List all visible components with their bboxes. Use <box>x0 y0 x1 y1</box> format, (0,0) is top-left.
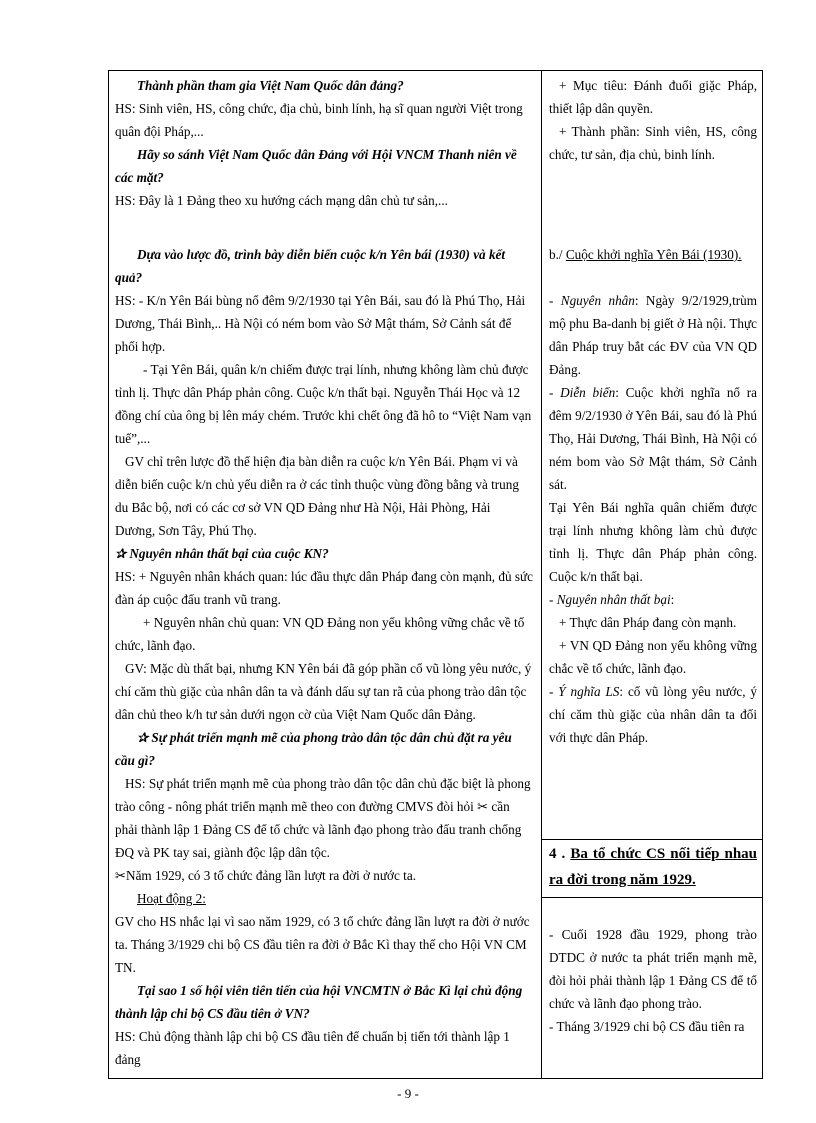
section-rule-bottom <box>541 897 763 898</box>
star-icon: ✰ <box>115 546 130 561</box>
section-rule-top <box>541 839 763 840</box>
answer-members: HS: Sinh viên, HS, công chức, địa chủ, binh lính, hạ sĩ quan người Việt trong quân đội Pháp,... <box>115 101 523 139</box>
right-block-3 <box>542 923 763 1038</box>
goal-text: + Mục tiêu: Đánh đuổi giặc Pháp, thiết lập dân quyền. <box>549 78 757 116</box>
answer-failure-subjective: + Nguyên nhân chủ quan: VN QD Đảng non yếu không vững chắc về tổ chức, lãnh đạo. <box>115 615 525 653</box>
right-block-1 <box>542 74 763 166</box>
teacher-note-significance: GV: Mặc dù thất bại, nhưng KN Yên bái đã góp phần cổ vũ lòng yêu nước, ý chí căm thù giặc của nhân dân ta và đánh dấu sự tan rã của phong trào dân tộc dân chủ theo k/h tư sản dưới ngọn cờ của Việt Nam Quốc dân Đảng. <box>115 661 532 722</box>
answer-first-cell: HS: Chủ động thành lập chi bộ CS đầu tiên để chuẩn bị tiến tới thành lập 1 đảng <box>115 1029 510 1067</box>
star-icon: ✰ <box>137 730 152 745</box>
section-4-text-1: - Cuối 1928 đầu 1929, phong trào DTDC ở nước ta phát triển mạnh mẽ, đòi hỏi phải thành lập 1 Đảng CS để tổ chức và lãnh đạo phong trào. <box>549 927 757 1011</box>
teacher-note-map: GV chỉ trên lược đồ thể hiện địa bàn diễn ra cuộc k/n Yên Bái. Phạm vi và diễn biến cuộc k/n chủ yếu diễn ra ở các tỉnh thuộc vùng đồng bằng và trung du Bắc bộ, nơi có các cơ sở VN QD Đảng như Hà Nội, Hải Phòng, Hải Dương, Sơn Tây, Phú Thọ. <box>115 454 519 538</box>
answer-development-2: ✂Năm 1929, có 3 tổ chức đảng lần lượt ra đời ở nước ta. <box>115 868 416 883</box>
answer-development: HS: Sự phát triển mạnh mẽ của phong trào dân tộc dân chủ đặc biệt là phong trào công - nông phát triển mạnh mẽ theo con đường CMVS đòi hỏi ✂ cần phải thành lập 1 Đảng CS để tổ chức và lãnh đạo phong trào đấu tranh chống ĐQ và PK tay sai, giành độc lập dân tộc. <box>115 776 531 860</box>
answer-failure-objective: HS: + Nguyên nhân khách quan: lúc đầu thực dân Pháp đang còn mạnh, đủ sức đàn áp cuộc đấu tranh vũ trang. <box>115 569 534 607</box>
teacher-note-parties: GV cho HS nhắc lại vì sao năm 1929, có 3 tổ chức đảng lần lượt ra đời ở nước ta. Tháng 3/1929 chi bộ CS đầu tiên ra đời ở Bắc Kì thay thế cho Hội VN CM TN. <box>115 914 530 975</box>
cause-text: - Nguyên nhân: Ngày 9/2/1929,trùm mộ phu Ba-danh bị giết ở Hà nội. Thực dân Pháp truy bắt các ĐV của VN QD Đảng. <box>549 293 757 377</box>
section-4-heading: 4 . Ba tổ chức CS nối tiếp nhau ra đời trong năm 1929. <box>549 846 757 888</box>
section-b-heading: b./ Cuộc khởi nghĩa Yên Bái (1930). <box>549 247 742 262</box>
question-first-cell: Tại sao 1 số hội viên tiên tiến của hội VNCMTN ở Bắc Kì lại chủ động thành lập chi bộ CS đầu tiên ở VN? <box>115 983 523 1021</box>
failure-cause-1: + Thực dân Pháp đang còn mạnh. <box>559 615 737 630</box>
question-development: ✰ Sự phát triển mạnh mẽ của phong trào dân tộc dân chủ đặt ra yêu cầu gì? <box>115 730 512 768</box>
significance-text: - Ý nghĩa LS: cổ vũ lòng yêu nước, ý chí căm thù giặc của nhân dân ta đối với thực dân Pháp. <box>549 684 757 745</box>
right-block-2 <box>542 243 763 749</box>
left-block-2 <box>109 243 541 1071</box>
progress-text: - Diễn biến: Cuộc khởi nghĩa nổ ra đêm 9/2/1930 ở Yên Bái, sau đó là Phú Thọ, Hải Dương, Thái Bình, Hà Nội có ném bom vào Sở Mật thám, Sở Cảnh sát. <box>549 385 757 492</box>
activity-heading: Hoạt động 2: <box>137 891 206 906</box>
question-yen-bai: Dựa vào lược đồ, trình bày diễn biến cuộc k/n Yên bái (1930) và kết quả? <box>115 247 506 285</box>
answer-yen-bai-1: HS: - K/n Yên Bái bùng nổ đêm 9/2/1930 tại Yên Bái, sau đó là Phú Thọ, Hải Dương, Thái Bình,.. Hà Nội có ném bom vào Sở Mật thám, Sở Cảnh sát để phối hợp. <box>115 293 526 354</box>
question-failure: ✰ Nguyên nhân thất bại của cuộc KN? <box>115 546 329 561</box>
left-block-1 <box>109 74 541 212</box>
answer-compare: HS: Đây là 1 Đảng theo xu hướng cách mạng dân chủ tư sản,... <box>115 193 448 208</box>
section-4-text-2: - Tháng 3/1929 chi bộ CS đầu tiên ra <box>549 1019 745 1034</box>
page-number: - 9 - <box>397 1086 419 1101</box>
lesson-table <box>108 70 763 1079</box>
question-members: Thành phần tham gia Việt Nam Quốc dân đảng? <box>137 78 404 93</box>
failure-cause-2: + VN QD Đảng non yếu không vững chắc về tổ chức, lãnh đạo. <box>549 638 757 676</box>
yen-bai-outcome: Tại Yên Bái nghĩa quân chiếm được trại lính nhưng không làm chủ được tỉnh lị. Thực dân Pháp phản công. Cuộc k/n thất bại. <box>549 500 757 584</box>
composition-text: + Thành phần: Sinh viên, HS, công chức, tư sản, địa chủ, binh lính. <box>549 124 757 162</box>
failure-cause-heading: - Nguyên nhân thất bại: <box>549 592 675 607</box>
question-compare: Hãy so sánh Việt Nam Quốc dân Đảng với Hội VNCM Thanh niên về các mặt? <box>115 147 517 185</box>
answer-yen-bai-2: - Tại Yên Bái, quân k/n chiếm được trại lính, nhưng không làm chủ được tỉnh lị. Thực dân Pháp phản công. Cuộc k/n thất bại. Nguyễn Thái Học và 12 đồng chí của ông bị lên máy chém. Trước khi chết ông đã hô to “Việt Nam vạn tuế”,... <box>115 362 532 446</box>
